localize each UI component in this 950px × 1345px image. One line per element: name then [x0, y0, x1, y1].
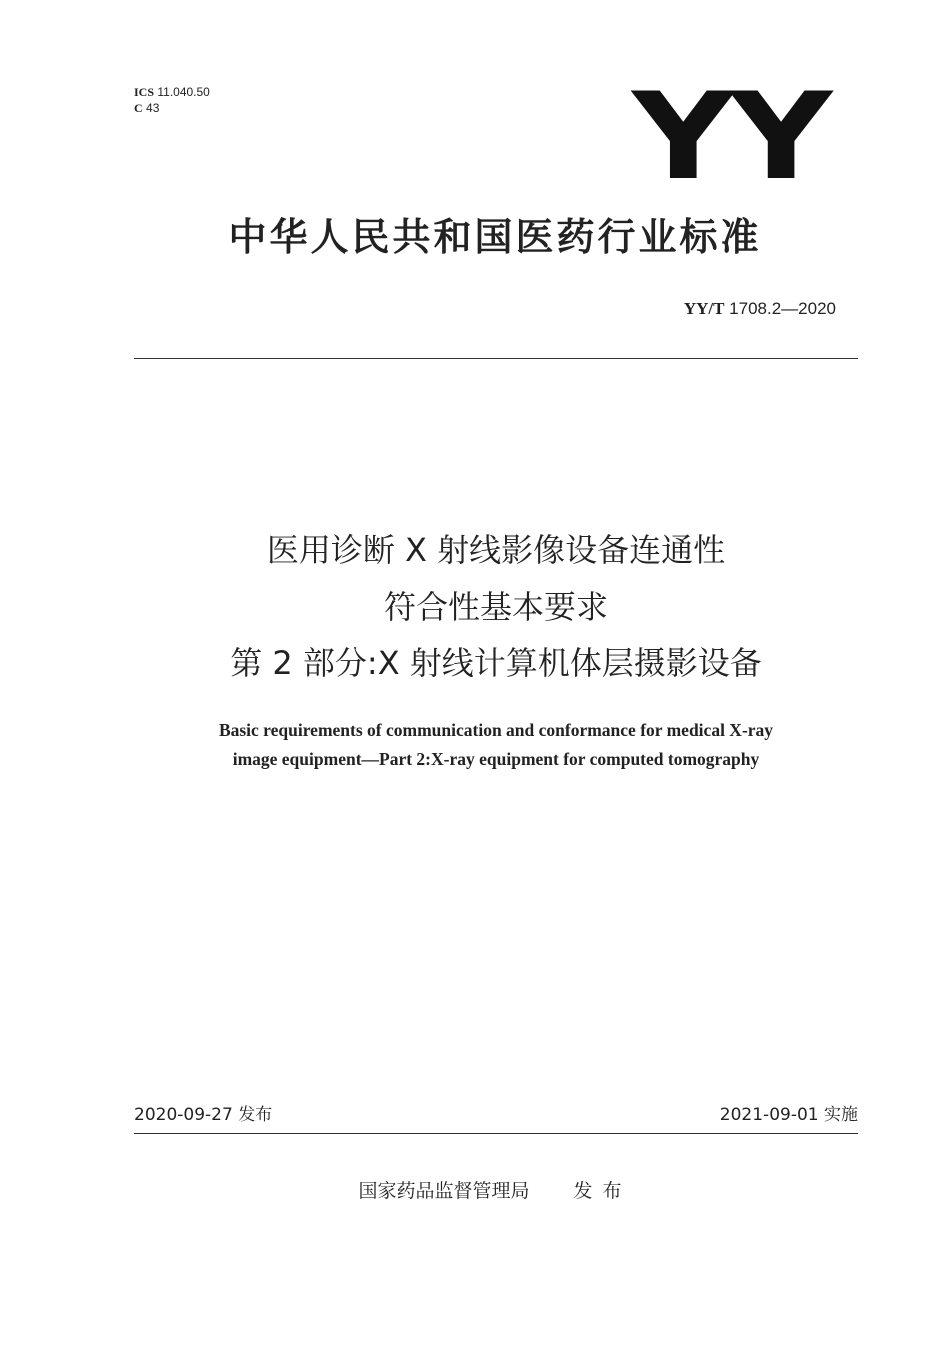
ics-label: ICS: [134, 85, 155, 99]
en-title-line-2: image equipment—Part 2:X-ray equipment for computed tomography: [232, 749, 760, 769]
ccs-code: [134, 101, 159, 115]
cn-title-line-2: 符合性基本要求: [383, 588, 608, 626]
cn-title-line-1: 医用诊断 X 射线影像设备连通性: [266, 531, 726, 569]
implementation-date: 2021-09-01 实施: [719, 1105, 858, 1125]
yy-logo: YY: [632, 68, 828, 207]
standard-number-value: 1708.2—2020: [729, 299, 836, 318]
issue-date: 2020-09-27 发布: [134, 1105, 273, 1125]
standard-category: 中华人民共和国医药行业标准: [228, 215, 762, 259]
issuer-name: 国家药品监督管理局: [358, 1180, 530, 1202]
issuer-row: [0, 1179, 950, 1203]
footer-divider: [134, 1133, 858, 1134]
standard-number-prefix: YY/T: [683, 299, 725, 318]
issuer-action: 发布: [573, 1180, 632, 1202]
ics-value: 11.040.50: [157, 85, 210, 99]
header-divider: [134, 358, 858, 359]
standard-number: [684, 299, 836, 319]
ccs-value: 43: [146, 101, 160, 115]
ccs-label: C: [134, 101, 143, 115]
cn-title-line-3: 第 2 部分:X 射线计算机体层摄影设备: [230, 644, 762, 682]
ics-code: [134, 85, 210, 99]
en-title-line-1: Basic requirements of communication and conformance for medical X-ray: [218, 720, 774, 740]
